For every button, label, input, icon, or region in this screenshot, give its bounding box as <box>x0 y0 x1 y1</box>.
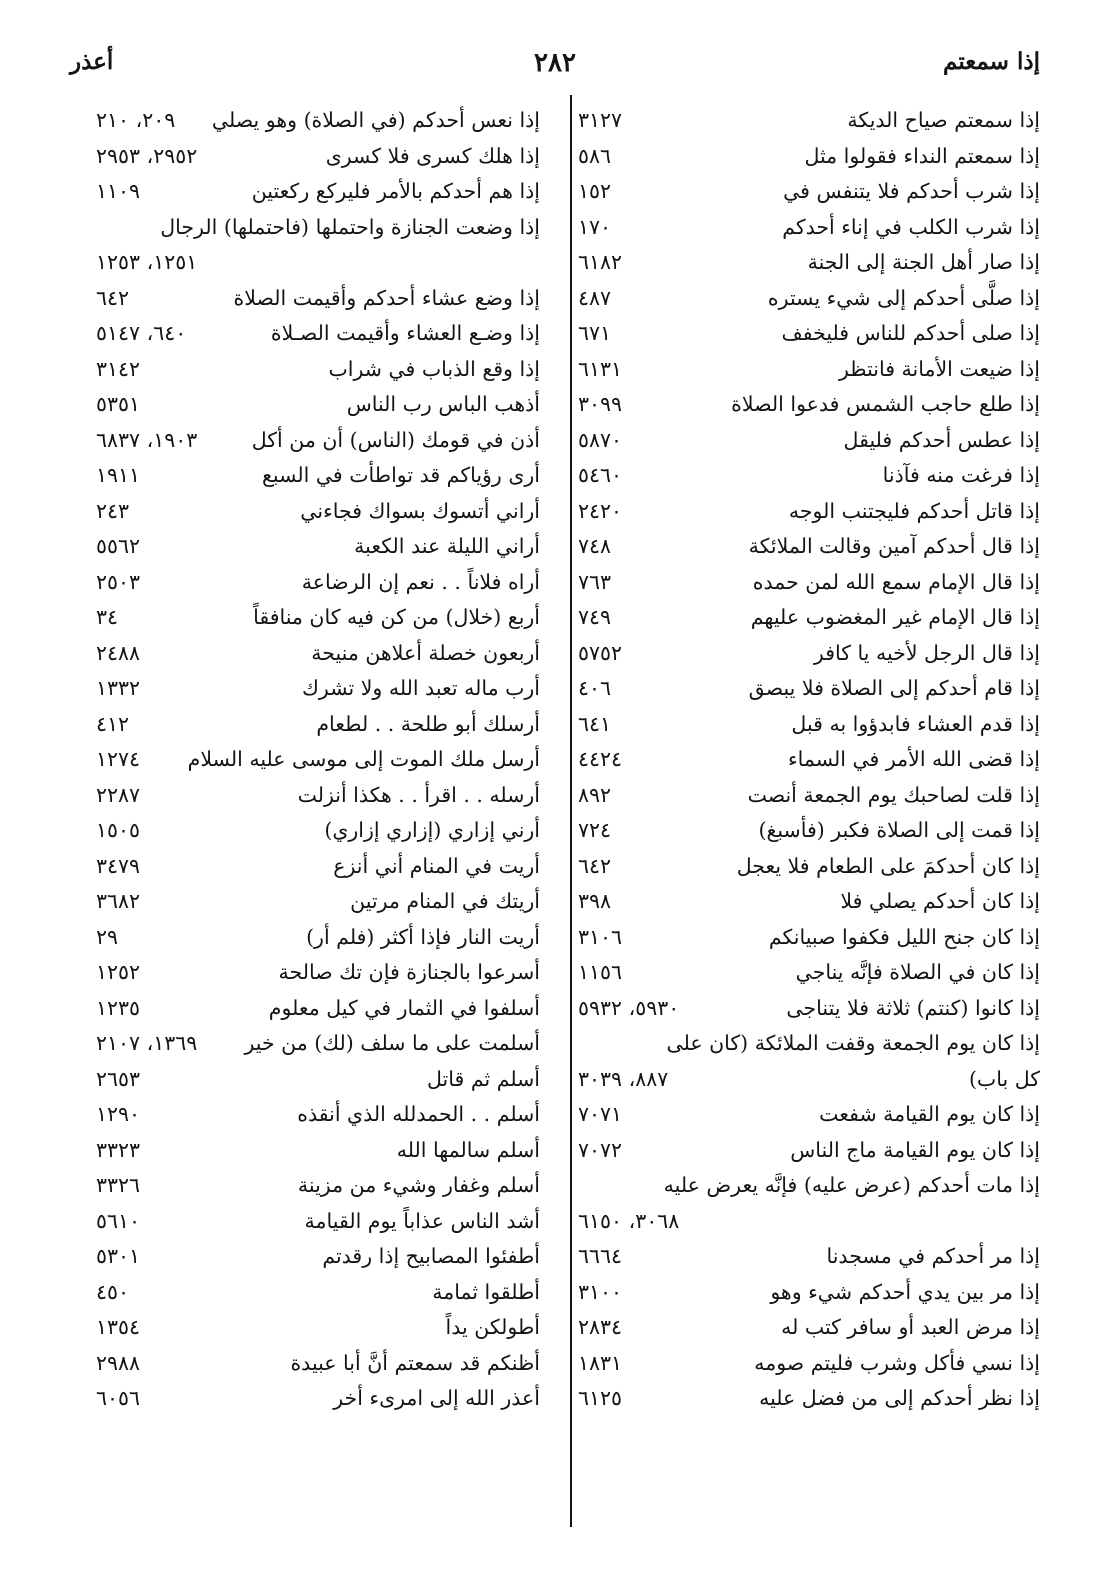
hadith-opening-text: إذا مر بين يدي أحدكم شيء وهو <box>770 1279 1040 1304</box>
index-entry <box>578 636 1040 672</box>
hadith-opening-text: أطولكن يداً <box>445 1315 540 1339</box>
hadith-opening-text: إذا وضع عشاء أحدكم وأقيمت الصلاة <box>233 285 540 310</box>
hadith-opening-text: إذا قمت إلى الصلاة فكبر (فأسبغ) <box>758 818 1040 842</box>
hadith-reference-number: ٧٦٣ <box>578 569 612 594</box>
hadith-reference-number: ٣٠٦٨، ٦١٥٠ <box>578 1208 680 1233</box>
hadith-reference-number: ٢٩ <box>96 924 119 949</box>
index-column-right <box>578 103 1040 1417</box>
hadith-opening-text: إذا ضيعت الأمانة فانتظر <box>838 356 1040 381</box>
hadith-reference-number: ٣٤٧٩ <box>96 853 141 878</box>
hadith-reference-number: ٦١٨٢ <box>578 250 623 274</box>
index-entry <box>96 742 540 778</box>
index-entry <box>96 1062 540 1098</box>
hadith-reference-number: ٢٨٣٤ <box>578 1315 623 1339</box>
index-entry <box>96 991 540 1027</box>
hadith-opening-text: أشد الناس عذاباً يوم القيامة <box>304 1208 540 1233</box>
hadith-opening-text: أريت النار فإذا أكثر (فلم أر) <box>306 924 540 949</box>
hadith-opening-text: أطلقوا ثمامة <box>432 1279 540 1304</box>
index-entry <box>96 1310 540 1346</box>
hadith-opening-text: إذا شرب الكلب في إناء أحدكم <box>782 214 1040 239</box>
hadith-reference-number: ٦٤٢ <box>96 285 130 310</box>
hadith-opening-text: إذا قال الرجل لأخيه يا كافر <box>813 640 1040 665</box>
index-entry <box>96 139 540 175</box>
hadith-reference-number: ٦٤١ <box>578 711 612 736</box>
hadith-opening-text: إذا كان جنح الليل فكفوا صبيانكم <box>768 924 1040 949</box>
index-entry <box>96 884 540 920</box>
hadith-opening-text: أرسلك أبو طلحة . . لطعام <box>316 711 540 736</box>
index-entry <box>96 849 540 885</box>
index-entry <box>578 742 1040 778</box>
hadith-reference-number: ٤١٢ <box>96 711 130 736</box>
hadith-opening-text: أسلفوا في الثمار في كيل معلوم <box>268 995 540 1020</box>
index-entry <box>578 316 1040 352</box>
index-entry <box>96 352 540 388</box>
hadith-opening-text: إذا كان أحدكمَ على الطعام فلا يعجل <box>736 853 1040 878</box>
hadith-opening-text: أرب ماله تعبد الله ولا تشرك <box>302 676 540 700</box>
hadith-reference-number: ٢٤٢٠ <box>578 498 623 523</box>
hadith-reference-number: ٦٧١ <box>578 321 612 345</box>
hadith-opening-text: إذا نعس أحدكم (في الصلاة) وهو يصلي <box>211 108 540 132</box>
index-entry <box>578 1097 1040 1133</box>
index-entry <box>578 1381 1040 1417</box>
index-entry <box>96 174 540 210</box>
index-entry <box>578 991 1040 1027</box>
hadith-reference-number: ١٣٣٢ <box>96 676 141 700</box>
hadith-opening-text: إذا كان يوم القيامة شفعت <box>819 1102 1040 1126</box>
hadith-reference-number: ٢٩٥٢، ٢٩٥٣ <box>96 143 198 168</box>
index-entry <box>96 316 540 352</box>
index-entry <box>578 1275 1040 1311</box>
hadith-opening-text: إذا شرب أحدكم فلا يتنفس في <box>783 179 1040 203</box>
index-entry <box>578 103 1040 139</box>
hadith-opening-text: إذا كان أحدكم يصلي فلا <box>840 889 1040 913</box>
index-entry <box>96 458 540 494</box>
hadith-opening-text: أسلم ثم قاتل <box>427 1066 540 1091</box>
index-entry <box>96 387 540 423</box>
hadith-reference-number: ٦٦٦٤ <box>578 1244 623 1268</box>
hadith-reference-number: ١٢٣٥ <box>96 995 141 1020</box>
index-entry <box>578 210 1040 246</box>
hadith-reference-number: ١٢٧٤ <box>96 747 141 771</box>
hadith-opening-text: إذا قضى الله الأمر في السماء <box>787 747 1040 771</box>
index-entry <box>96 955 540 991</box>
hadith-reference-number: ٣٣٢٦ <box>96 1173 141 1197</box>
hadith-opening-text: إذا كانوا (كنتم) ثلاثة فلا يتناجى <box>786 995 1040 1020</box>
index-entry <box>96 813 540 849</box>
hadith-reference-number: ٥٥٦٢ <box>96 534 141 558</box>
index-entry <box>578 565 1040 601</box>
index-entry <box>96 778 540 814</box>
hadith-opening-text: أرى رؤياكم قد تواطأت في السبع <box>261 463 540 487</box>
hadith-reference-number: ١٩٠٣، ٦٨٣٧ <box>96 427 198 452</box>
index-entry <box>578 920 1040 956</box>
hadith-reference-number: ١١٥٦ <box>578 960 623 984</box>
hadith-opening-text: إذا وضـع العشاء وأقيمت الصـلاة <box>270 321 540 345</box>
index-entry <box>96 1133 540 1169</box>
hadith-reference-number: ٣٩٨ <box>578 889 612 913</box>
index-entry <box>578 1310 1040 1346</box>
index-entry <box>96 245 540 281</box>
hadith-opening-text: إذا هلك كسرى فلا كسرى <box>325 143 540 168</box>
hadith-opening-text: إذا كان يوم القيامة ماج الناس <box>790 1137 1040 1162</box>
hadith-reference-number: ٣١٠٦ <box>578 924 623 949</box>
hadith-opening-text: أذن في قومك (الناس) أن من أكل <box>251 427 540 452</box>
hadith-opening-text: إذا كان في الصلاة فإنَّه يناجي <box>795 960 1040 984</box>
header-first-entry-word: إذا سمعتم <box>943 48 1040 75</box>
hadith-opening-text: إذا وقع الذباب في شراب <box>328 356 540 381</box>
hadith-reference-number: ١٨٣١ <box>578 1350 623 1375</box>
index-entry <box>96 1381 540 1417</box>
hadith-reference-number: ٥٦١٠ <box>96 1208 141 1233</box>
hadith-reference-number: ٢٥٠٣ <box>96 569 141 594</box>
hadith-opening-text: إذا نسي فأكل وشرب فليتم صومه <box>754 1350 1040 1375</box>
hadith-opening-text: أسلم وغفار وشيء من مزينة <box>297 1173 540 1197</box>
hadith-opening-text: إذا سمعتم صياح الديكة <box>847 108 1040 132</box>
hadith-reference-number: ١٥٠٥ <box>96 818 141 842</box>
hadith-opening-text: إذا قلت لصاحبك يوم الجمعة أنصت <box>747 782 1040 807</box>
hadith-reference-number: ٤٥٠ <box>96 1279 130 1304</box>
index-entry <box>578 1346 1040 1382</box>
index-entry <box>96 494 540 530</box>
hadith-reference-number: ٦٤٢ <box>578 853 612 878</box>
index-entry <box>96 920 540 956</box>
index-entry <box>96 1239 540 1275</box>
index-entry <box>578 245 1040 281</box>
hadith-opening-text: أراني الليلة عند الكعبة <box>354 534 540 558</box>
index-entry <box>578 1239 1040 1275</box>
hadith-opening-text: أذهب الباس رب الناس <box>346 392 540 416</box>
hadith-reference-number: ٣٠٩٩ <box>578 392 623 416</box>
hadith-reference-number: ٧٤٨ <box>578 534 612 558</box>
index-entry <box>96 281 540 317</box>
hadith-reference-number: ٥٤٦٠ <box>578 463 623 487</box>
hadith-reference-number: ٤٤٢٤ <box>578 747 623 771</box>
index-entry <box>578 600 1040 636</box>
hadith-opening-text: إذا مرض العبد أو سافر كتب له <box>781 1315 1040 1339</box>
hadith-reference-number: ٢٤٨٨ <box>96 640 141 665</box>
hadith-opening-text: إذا صلَّى أحدكم إلى شيء يستره <box>767 285 1040 310</box>
hadith-reference-number: ٣١٢٧ <box>578 108 623 132</box>
hadith-reference-number: ٢٩٨٨ <box>96 1350 141 1375</box>
hadith-opening-text: أظنكم قد سمعتم أنَّ أبا عبيدة <box>290 1350 540 1375</box>
hadith-opening-text: إذا قدم العشاء فابدؤوا به قبل <box>791 711 1040 736</box>
index-entry <box>578 494 1040 530</box>
hadith-opening-text: إذا عطس أحدكم فليقل <box>843 427 1040 452</box>
hadith-reference-number: ١٣٥٤ <box>96 1315 141 1339</box>
hadith-reference-number: ١٣٦٩، ٢١٠٧ <box>96 1031 198 1055</box>
index-entry <box>578 955 1040 991</box>
hadith-reference-number: ٨٨٧، ٣٠٣٩ <box>578 1066 669 1091</box>
hadith-reference-number: ٣١٠٠ <box>578 1279 623 1304</box>
index-entry <box>96 103 540 139</box>
hadith-opening-text: أرني إزاري (إزاري إزاري) <box>324 818 540 842</box>
hadith-opening-text: أطفئوا المصابيح إذا رقدتم <box>322 1244 540 1268</box>
index-entry <box>578 1026 1040 1062</box>
hadith-opening-text: إذا صلى أحدكم للناس فليخفف <box>781 321 1040 345</box>
hadith-reference-number: ٢٠٩، ٢١٠ <box>96 108 176 132</box>
hadith-reference-number: ٤٠٦ <box>578 676 612 700</box>
index-entry <box>96 1346 540 1382</box>
hadith-reference-number: ١١٠٩ <box>96 179 141 203</box>
index-entry <box>96 1275 540 1311</box>
page-number: ٢٨٢ <box>534 48 576 78</box>
hadith-opening-text: إذا صار أهل الجنة إلى الجنة <box>807 250 1040 274</box>
column-divider <box>570 95 572 1527</box>
index-entry <box>578 1062 1040 1098</box>
hadith-reference-number: ٥٩٣٠، ٥٩٣٢ <box>578 995 680 1020</box>
index-entry <box>578 1204 1040 1240</box>
hadith-opening-text: أربعون خصلة أعلاهن منيحة <box>311 640 540 665</box>
hadith-reference-number: ١٢٥٢ <box>96 960 141 984</box>
hadith-reference-number: ١٩١١ <box>96 463 141 487</box>
hadith-reference-number: ٣٤ <box>96 605 119 629</box>
hadith-opening-text: أرسل ملك الموت إلى موسى عليه السلام <box>187 747 540 771</box>
index-entry <box>96 423 540 459</box>
hadith-opening-text: إذا مر أحدكم في مسجدنا <box>826 1244 1040 1268</box>
hadith-reference-number: ٥٣٠١ <box>96 1244 141 1268</box>
hadith-reference-number: ٦٠٥٦ <box>96 1386 141 1410</box>
index-entry <box>96 600 540 636</box>
hadith-reference-number: ٢٢٨٧ <box>96 782 141 807</box>
hadith-reference-number: ٦١٢٥ <box>578 1386 623 1410</box>
hadith-reference-number: ٥٣٥١ <box>96 392 141 416</box>
hadith-opening-text: إذا وضعت الجنازة واحتملها (فاحتملها) الرجال <box>160 214 540 239</box>
index-entry <box>96 210 540 246</box>
index-entry <box>578 352 1040 388</box>
hadith-opening-text: أربع (خلال) من كن فيه كان منافقاً <box>253 605 540 629</box>
index-entry <box>578 813 1040 849</box>
index-entry <box>578 778 1040 814</box>
index-column-left <box>96 103 540 1417</box>
hadith-reference-number: ٨٩٢ <box>578 782 612 807</box>
index-entry <box>96 565 540 601</box>
hadith-opening-text: إذا سمعتم النداء فقولوا مثل <box>804 143 1040 168</box>
hadith-opening-text: إذا فرغت منه فآذنا <box>882 463 1040 487</box>
hadith-opening-text: إذا نظر أحدكم إلى من فضل عليه <box>759 1386 1040 1410</box>
index-entry <box>96 1026 540 1062</box>
hadith-opening-text: إذا طلع حاجب الشمس فدعوا الصلاة <box>731 392 1040 416</box>
hadith-reference-number: ٦٤٠، ٥١٤٧ <box>96 321 187 345</box>
hadith-opening-text: أسلم سالمها الله <box>396 1137 540 1162</box>
index-entry <box>578 281 1040 317</box>
index-entry <box>578 458 1040 494</box>
index-entry <box>578 139 1040 175</box>
hadith-reference-number: ١٧٠ <box>578 214 612 239</box>
index-entry <box>96 1168 540 1204</box>
hadith-opening-text: إذا قال أحدكم آمين وقالت الملائكة <box>748 534 1040 558</box>
hadith-reference-number: ٧٠٧١ <box>578 1102 623 1126</box>
index-entry <box>578 529 1040 565</box>
hadith-opening-text: إذا قال الإمام غير المغضوب عليهم <box>750 605 1040 629</box>
hadith-opening-text: أرسله . . اقرأ . . هكذا أنزلت <box>297 782 540 807</box>
header-last-entry-word: أعذر <box>70 48 114 75</box>
hadith-reference-number: ٢٦٥٣ <box>96 1066 141 1091</box>
hadith-opening-text: كل باب) <box>968 1066 1040 1091</box>
index-entry <box>578 174 1040 210</box>
hadith-reference-number: ٥٨٦ <box>578 143 612 168</box>
hadith-opening-text: أسرعوا بالجنازة فإن تك صالحة <box>278 960 540 984</box>
index-entry <box>578 387 1040 423</box>
hadith-reference-number: ٣١٤٢ <box>96 356 141 381</box>
index-entry <box>96 1204 540 1240</box>
hadith-opening-text: إذا قال الإمام سمع الله لمن حمده <box>752 569 1040 594</box>
hadith-opening-text: إذا هم أحدكم بالأمر فليركع ركعتين <box>251 179 540 203</box>
index-entry <box>578 707 1040 743</box>
hadith-reference-number: ٣٣٢٣ <box>96 1137 141 1162</box>
index-entry <box>578 671 1040 707</box>
hadith-opening-text: إذا قاتل أحدكم فليجتنب الوجه <box>788 498 1040 523</box>
hadith-reference-number: ٦١٣١ <box>578 356 623 381</box>
hadith-opening-text: أسلم . . الحمدلله الذي أنقذه <box>297 1102 540 1126</box>
hadith-opening-text: إذا كان يوم الجمعة وقفت الملائكة (كان على <box>666 1031 1040 1055</box>
hadith-opening-text: أريتك في المنام مرتين <box>350 889 540 913</box>
index-entry <box>96 529 540 565</box>
page-header <box>70 48 1040 88</box>
hadith-reference-number: ١٢٥١، ١٢٥٣ <box>96 250 198 274</box>
index-entry <box>578 1133 1040 1169</box>
hadith-opening-text: أراه فلاناً . . نعم إن الرضاعة <box>301 569 540 594</box>
hadith-reference-number: ٥٧٥٢ <box>578 640 623 665</box>
index-entry <box>578 849 1040 885</box>
index-entry <box>578 423 1040 459</box>
hadith-opening-text: إذا قام أحدكم إلى الصلاة فلا يبصق <box>748 676 1040 700</box>
index-entry <box>96 707 540 743</box>
hadith-reference-number: ٢٤٣ <box>96 498 130 523</box>
index-entry <box>96 671 540 707</box>
hadith-opening-text: إذا مات أحدكم (عرض عليه) فإنَّه يعرض عليه <box>663 1173 1040 1197</box>
hadith-reference-number: ٧٢٤ <box>578 818 612 842</box>
hadith-opening-text: أراني أتسوك بسواك فجاءني <box>300 498 540 523</box>
hadith-reference-number: ١٢٩٠ <box>96 1102 141 1126</box>
index-entry <box>578 1168 1040 1204</box>
hadith-opening-text: أعذر الله إلى امرىء أخر <box>333 1386 540 1410</box>
hadith-opening-text: أسلمت على ما سلف (لك) من خير <box>244 1031 540 1055</box>
hadith-reference-number: ٥٨٧٠ <box>578 427 623 452</box>
index-entry <box>96 1097 540 1133</box>
hadith-reference-number: ٧٤٩ <box>578 605 612 629</box>
hadith-reference-number: ٣٦٨٢ <box>96 889 141 913</box>
hadith-opening-text: أريت في المنام أني أنزع <box>333 853 540 878</box>
index-entry <box>578 884 1040 920</box>
hadith-reference-number: ٤٨٧ <box>578 285 612 310</box>
hadith-reference-number: ٧٠٧٢ <box>578 1137 623 1162</box>
hadith-reference-number: ١٥٢ <box>578 179 612 203</box>
index-entry <box>96 636 540 672</box>
